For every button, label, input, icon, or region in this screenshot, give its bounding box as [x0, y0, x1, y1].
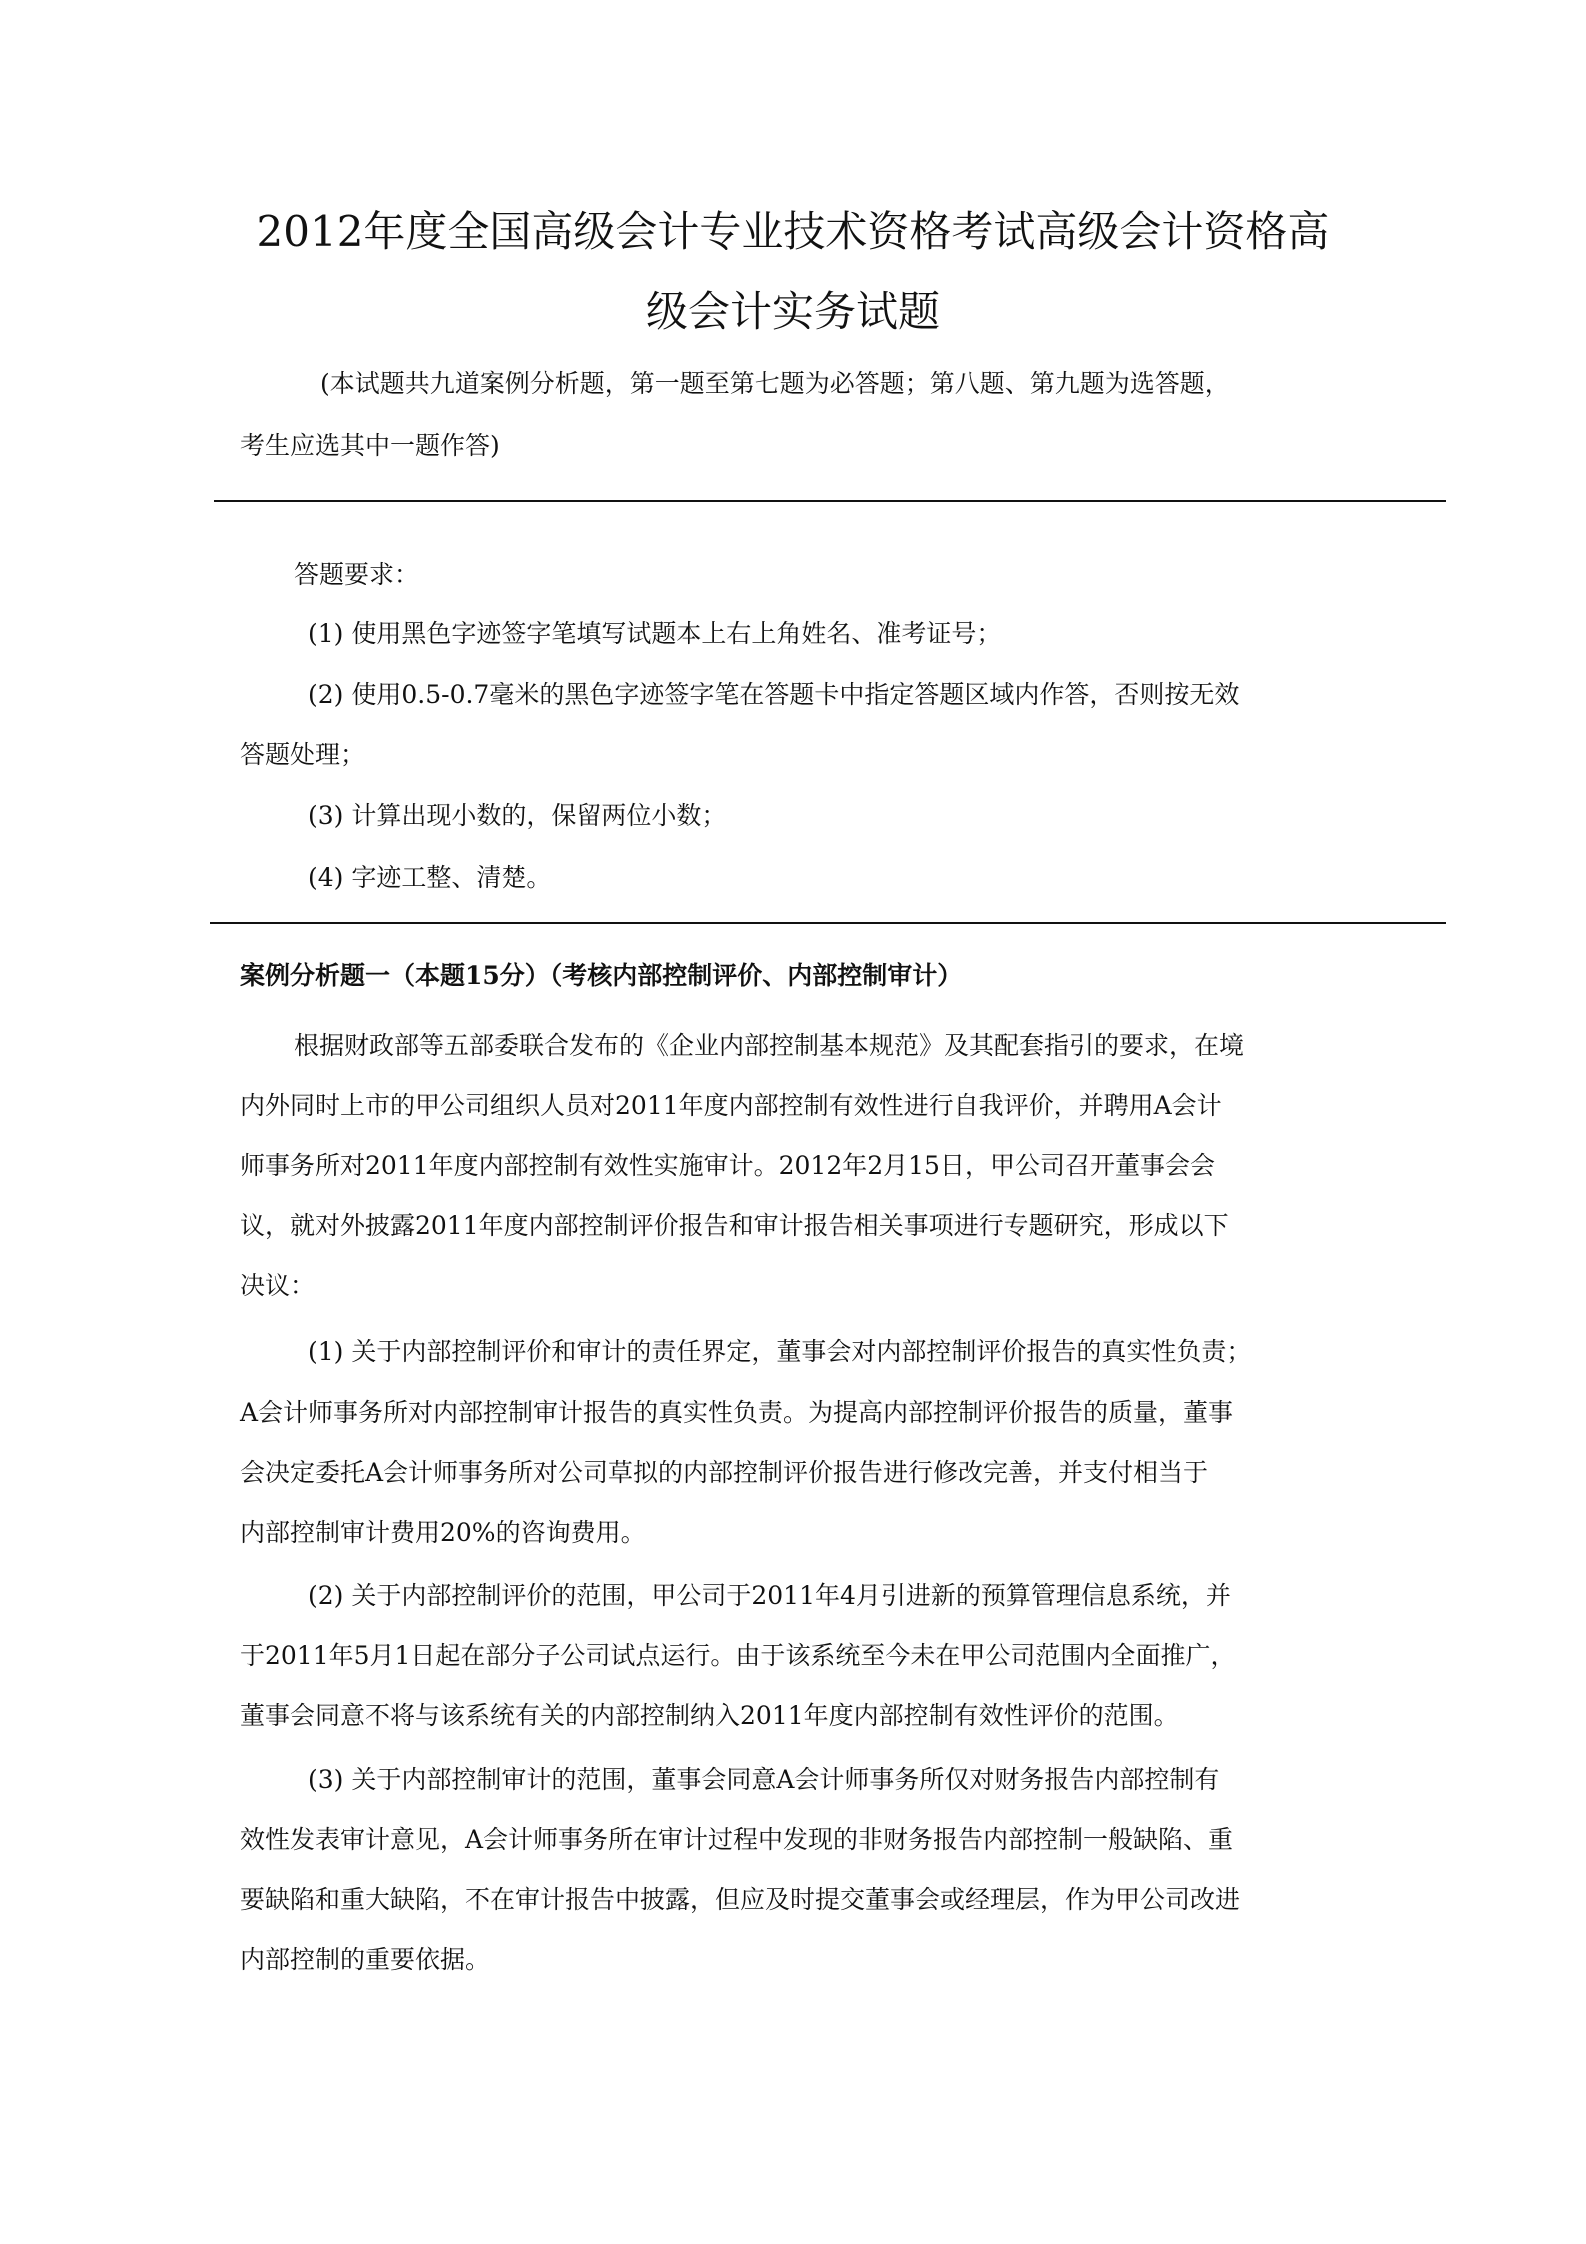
case1-intro-line-1: 根据财政部等五部委联合发布的《企业内部控制基本规范》及其配套指引的要求，在境: [294, 1031, 1245, 1060]
exam-note-line-1: (本试题共九道案例分析题，第一题至第七题为必答题；第八题、第九题为选答题，: [320, 369, 1230, 398]
requirement-item-1: (1) 使用黑色字迹签字笔填写试题本上右上角姓名、准考证号；: [308, 619, 1002, 648]
case1-point-3-line-4: 内部控制的重要依据。: [240, 1945, 491, 1974]
case1-intro-line-3: 师事务所对2011年度内部控制有效性实施审计。2012年2月15日，甲公司召开董事会会: [240, 1151, 1215, 1180]
case1-intro-line-2: 内外同时上市的甲公司组织人员对2011年度内部控制有效性进行自我评价，并聘用A会计: [240, 1091, 1222, 1120]
divider-top: [214, 500, 1446, 502]
case1-heading: 案例分析题一（本题15分）（考核内部控制评价、内部控制审计）: [240, 961, 963, 990]
exam-note-line-2: 考生应选其中一题作答): [240, 431, 500, 460]
case1-point-2-line-2: 于2011年5月1日起在部分子公司试点运行。由于该系统至今未在甲公司范围内全面推广，: [240, 1641, 1236, 1670]
case1-point-1-line-1: (1) 关于内部控制评价和审计的责任界定，董事会对内部控制评价报告的真实性负责；: [308, 1337, 1252, 1366]
case1-point-1-line-2: A会计师事务所对内部控制审计报告的真实性负责。为提高内部控制评价报告的质量，董事: [240, 1398, 1234, 1427]
case1-point-3-line-1: (3) 关于内部控制审计的范围，董事会同意A会计师事务所仅对财务报告内部控制有: [308, 1765, 1220, 1794]
case1-point-2-line-1: (2) 关于内部控制评价的范围，甲公司于2011年4月引进新的预算管理信息系统，并: [308, 1581, 1231, 1610]
document-title-line-2: 级会计实务试题: [645, 287, 940, 336]
case1-point-1-line-4: 内部控制审计费用20%的咨询费用。: [240, 1518, 646, 1547]
requirement-item-3: (3) 计算出现小数的，保留两位小数；: [308, 801, 727, 830]
case1-point-1-line-3: 会决定委托A会计师事务所对公司草拟的内部控制评价报告进行修改完善，并支付相当于: [240, 1458, 1209, 1487]
requirement-item-4: (4) 字迹工整、清楚。: [308, 863, 552, 892]
case1-intro-line-5: 决议：: [240, 1271, 316, 1300]
divider-middle: [210, 922, 1446, 924]
document-title-line-1: 2012年度全国高级会计专业技术资格考试高级会计资格高: [256, 207, 1330, 256]
case1-point-3-line-3: 要缺陷和重大缺陷，不在审计报告中披露，但应及时提交董事会或经理层，作为甲公司改进: [240, 1885, 1241, 1914]
case1-point-3-line-2: 效性发表审计意见，A会计师事务所在审计过程中发现的非财务报告内部控制一般缺陷、重: [240, 1825, 1234, 1854]
requirement-item-2-line-2: 答题处理；: [240, 740, 366, 769]
case1-point-2-line-3: 董事会同意不将与该系统有关的内部控制纳入2011年度内部控制有效性评价的范围。: [240, 1701, 1179, 1730]
requirements-heading: 答题要求：: [294, 560, 420, 589]
requirement-item-2-line-1: (2) 使用0.5-0.7毫米的黑色字迹签字笔在答题卡中指定答题区域内作答，否则按无效: [308, 680, 1240, 709]
case1-intro-line-4: 议，就对外披露2011年度内部控制评价报告和审计报告相关事项进行专题研究，形成以下: [240, 1211, 1229, 1240]
